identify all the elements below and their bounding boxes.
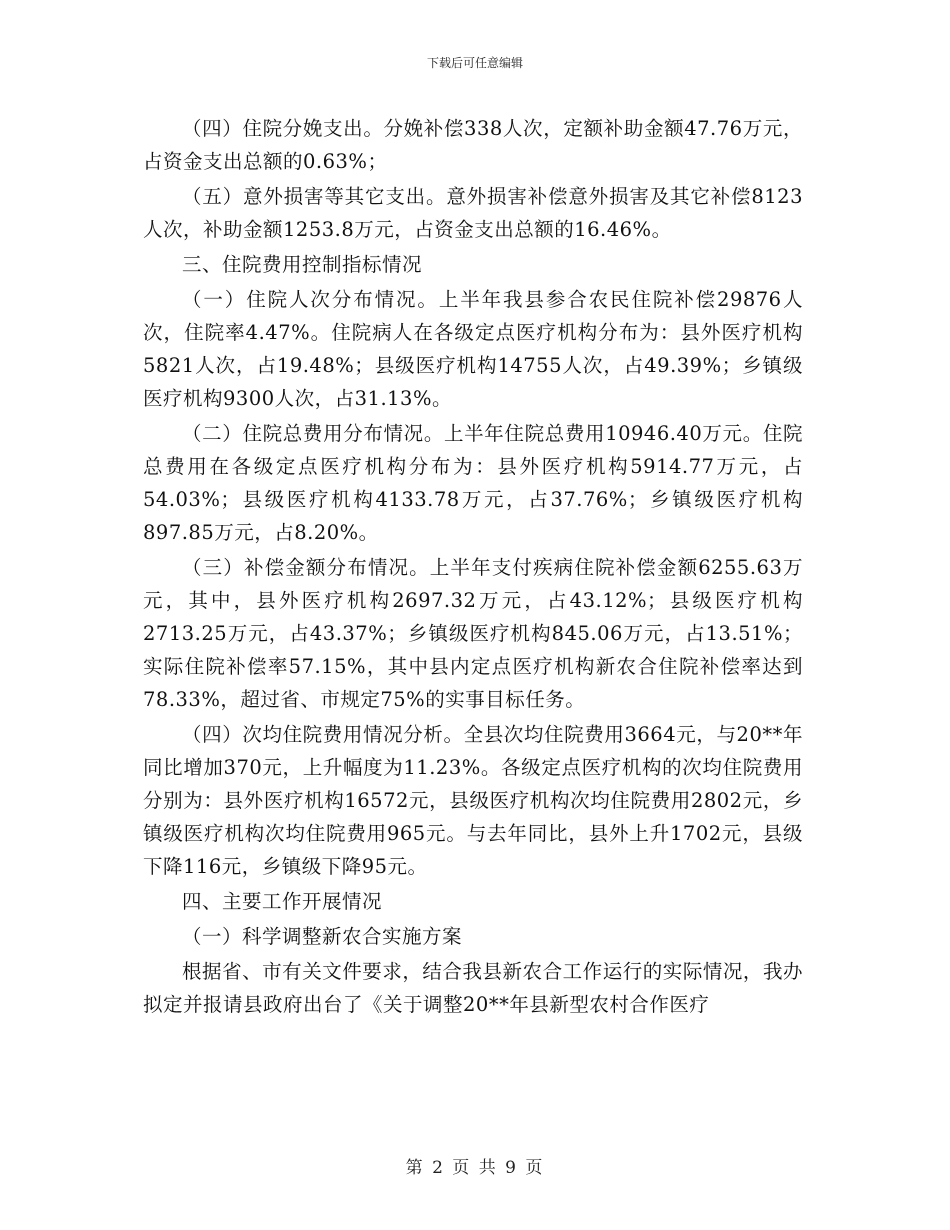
document-body	[143, 112, 803, 1023]
paragraph-adjust-plan: 根据省、市有关文件要求，结合我县新农合工作运行的实际情况，我办拟定并报请县政府出台了《关于调整20**年县新型农村合作医疗	[143, 960, 803, 1016]
paragraph-average-cost-analysis: （四）次均住院费用情况分析。全县次均住院费用3664元，与20**年同比增加370元，上升幅度为11.23%。各级定点医疗机构的次均住院费用分别为：县外医疗机构16572元，县级医疗机构次均住院费用2802元，乡镇级医疗机构次均住院费用965元。与去年同比，县外上升1702元，县级下降116元，乡镇级下降95元。	[143, 723, 803, 878]
paragraph-accident-expense: （五）意外损害等其它支出。意外损害补偿意外损害及其它补偿8123人次，补助金额1253.8万元，占资金支出总额的16.46%。	[143, 185, 803, 241]
section-heading-cost-control: 三、住院费用控制指标情况	[182, 253, 423, 276]
page-header: 下载后可任意编辑	[426, 56, 523, 70]
paragraph-inpatient-distribution: （一）住院人次分布情况。上半年我县参合农民住院补偿29876人次，住院率4.47%。住院病人在各级定点医疗机构分布为：县外医疗机构5821人次，占19.48%；县级医疗机构14755人次，占49.39%；乡镇级医疗机构9300人次，占31.13%。	[143, 288, 803, 410]
paragraph-total-cost-distribution: （二）住院总费用分布情况。上半年住院总费用10946.40万元。住院总费用在各级定点医疗机构分布为：县外医疗机构5914.77万元，占54.03%；县级医疗机构4133.78万元，占37.76%；乡镇级医疗机构897.85万元，占8.20%。	[143, 422, 803, 544]
page-number-footer: 第 2 页 共 9 页	[405, 1158, 545, 1178]
paragraph-compensation-distribution: （三）补偿金额分布情况。上半年支付疾病住院补偿金额6255.63万元，其中，县外医疗机构2697.32万元，占43.12%；县级医疗机构2713.25万元，占43.37%；乡镇级医疗机构845.06万元，占13.51%；实际住院补偿率57.15%，其中县内定点医疗机构新农合住院补偿率达到78.33%，超过省、市规定75%的实事目标任务。	[143, 556, 803, 711]
section-heading-main-work: 四、主要工作开展情况	[182, 890, 383, 913]
paragraph-delivery-expense: （四）住院分娩支出。分娩补偿338人次，定额补助金额47.76万元，占资金支出总额的0.63%；	[143, 117, 803, 173]
subheading-adjust-plan: （一）科学调整新农合实施方案	[182, 925, 463, 948]
